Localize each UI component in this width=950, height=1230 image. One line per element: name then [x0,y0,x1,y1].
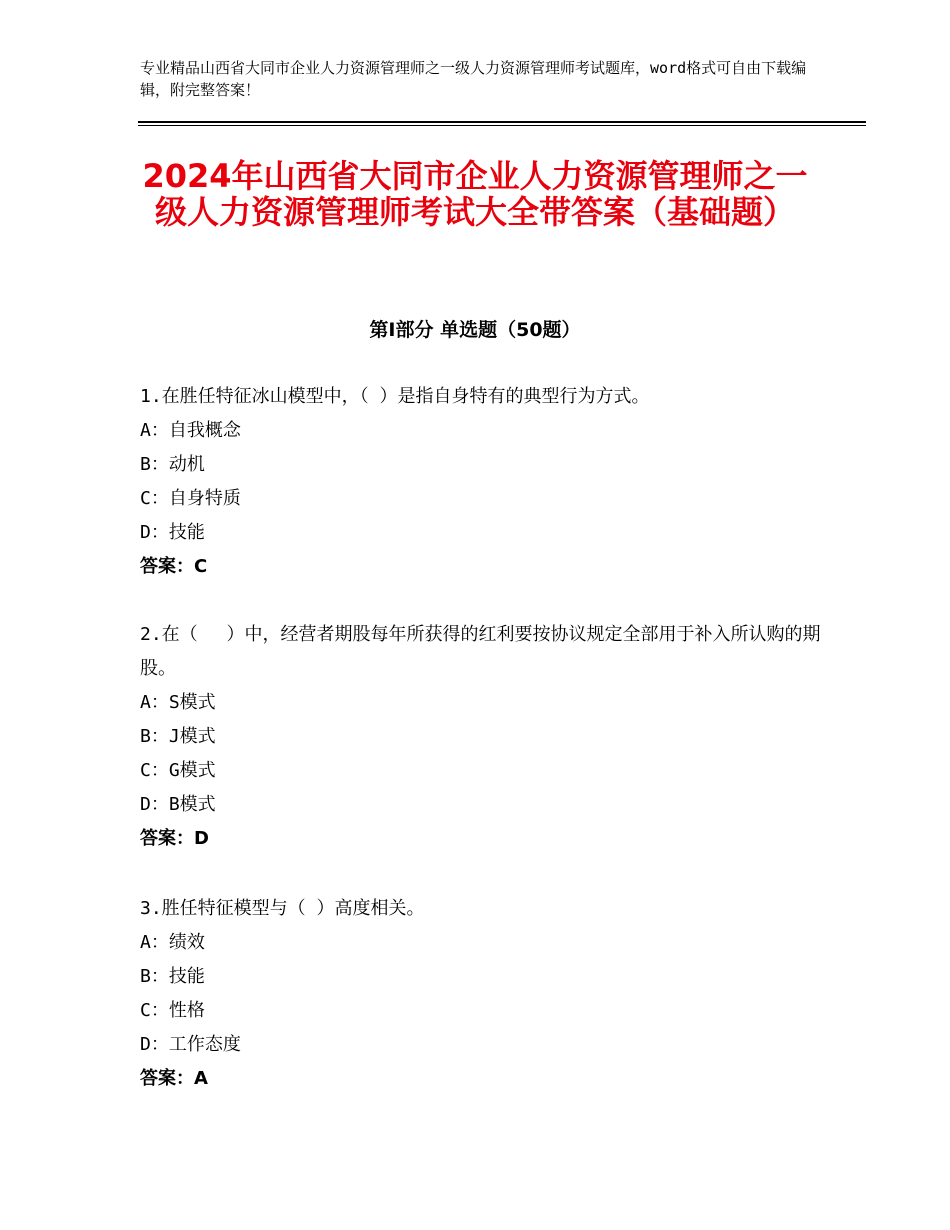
option-d: D：工作态度 [140,1034,241,1055]
header-note: 专业精品山西省大同市企业人力资源管理师之一级人力资源管理师考试题库，word格式可自由下载编辑，附完整答案！ [140,59,807,99]
option-a: A：自我概念 [140,420,241,441]
option-b: B：J模式 [140,726,216,747]
document-title: 2024年山西省大同市企业人力资源管理师之一级人力资源管理师考试大全带答案（基础题） [142,157,808,231]
option-a: A：绩效 [140,932,205,953]
option-b: B：技能 [140,966,205,987]
section-title: 第Ⅰ部分 单选题（50题） [369,319,581,341]
answer: 答案：C [140,556,208,577]
option-d: D：技能 [140,522,205,543]
option-c: C：G模式 [140,760,216,781]
option-c: C：自身特质 [140,488,241,509]
option-a: A：S模式 [140,692,216,713]
header-rule-thin [138,125,866,126]
option-c: C：性格 [140,1000,205,1021]
option-b: B：动机 [140,454,205,475]
question-3 [140,892,840,1096]
question-stem: 2.在（ ）中，经营者期股每年所获得的红利要按协议规定全部用于补入所认购的期股。 [140,624,821,679]
answer: 答案：D [140,828,209,849]
question-1 [140,380,840,584]
question-stem: 3.胜任特征模型与（ ）高度相关。 [140,898,425,919]
question-2 [140,618,840,856]
answer: 答案：A [140,1068,208,1089]
header-rule-thick [138,121,866,123]
question-stem: 1.在胜任特征冰山模型中，（ ）是指自身特有的典型行为方式。 [140,386,650,407]
option-d: D：B模式 [140,794,216,815]
